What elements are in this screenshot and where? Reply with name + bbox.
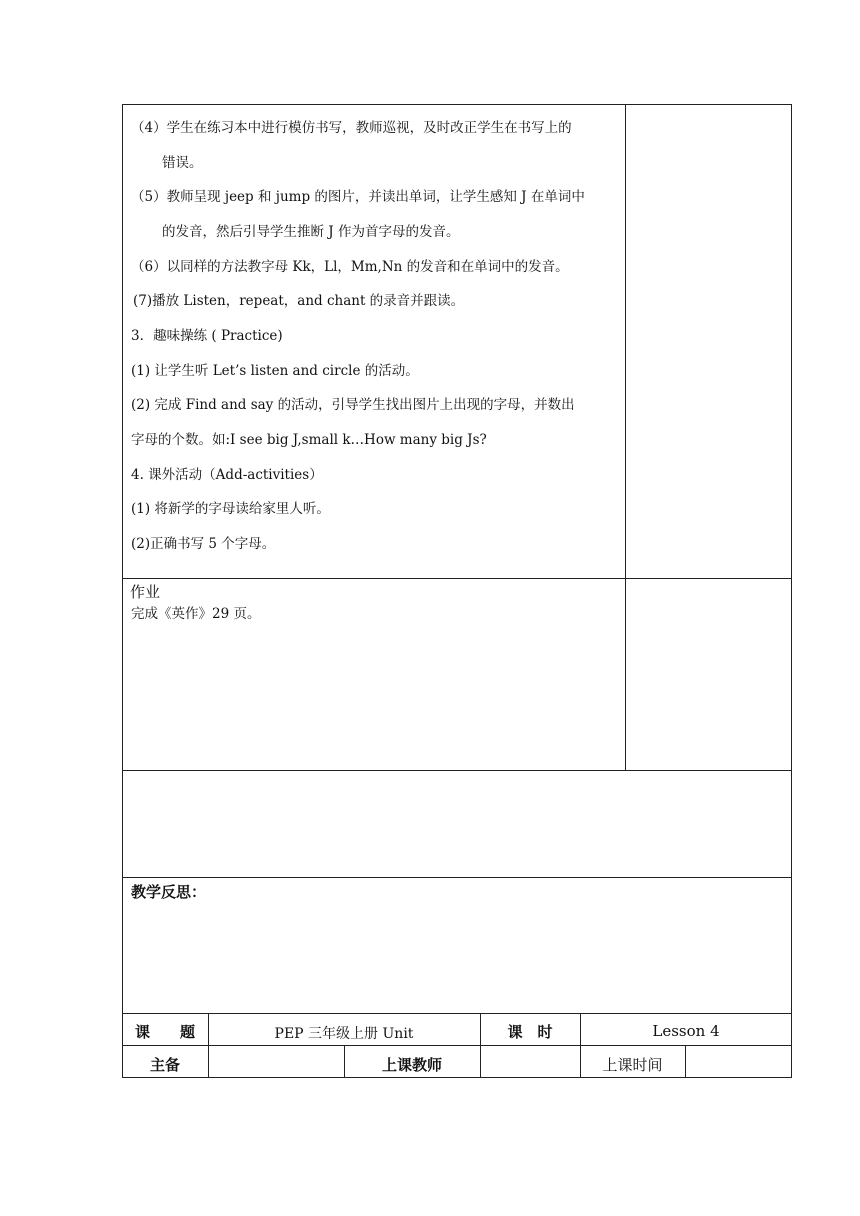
procedure-line: (2) 完成 Find and say 的活动，引导学生找出图片上出现的字母，并数出 xyxy=(131,397,575,413)
procedure-line: （5）教师呈现 jeep 和 jump 的图片，并读出单词，让学生感知 J 在单词中 xyxy=(131,189,585,205)
row-divider-blank xyxy=(122,877,792,878)
procedure-line: (7)播放 Listen，repeat，and chant 的录音并跟读。 xyxy=(133,293,465,309)
procedure-line: 3．趣味操练 ( Practice) xyxy=(131,328,283,344)
homework-heading: 作业 xyxy=(130,583,161,601)
procedure-line: （6）以同样的方法教字母 Kk，Ll，Mm,Nn 的发音和在单词中的发音。 xyxy=(131,259,569,275)
row-divider-procedure xyxy=(122,578,792,579)
lesson-table xyxy=(122,104,792,1078)
right-column-divider xyxy=(625,104,626,770)
reflection-heading: 教学反思： xyxy=(131,883,207,901)
row-divider-reflection xyxy=(122,1013,792,1014)
procedure-line: (2)正确书写 5 个字母。 xyxy=(131,536,276,552)
procedure-line: (1) 让学生听 Let’s listen and circle 的活动。 xyxy=(131,363,419,379)
procedure-line: (1) 将新学的字母读给家里人听。 xyxy=(131,501,330,517)
procedure-line: 字母的个数。如:I see big J,small k…How many big Js? xyxy=(131,432,487,448)
teacher-label: 上课教师 xyxy=(381,1056,442,1074)
row-divider-info xyxy=(122,1045,792,1046)
procedure-line: 错误。 xyxy=(162,155,203,171)
row-divider-homework xyxy=(122,770,792,771)
info-divider-5 xyxy=(685,1045,686,1078)
procedure-line: （4）学生在练习本中进行模仿书写，教师巡视，及时改正学生在书写上的 xyxy=(131,120,572,136)
time-label: 上课时间 xyxy=(602,1056,663,1074)
topic-label: 课 题 xyxy=(134,1023,195,1041)
procedure-line: 的发音，然后引导学生推断 J 作为首字母的发音。 xyxy=(162,224,460,240)
period-label: 课 时 xyxy=(507,1023,553,1041)
preparer-label: 主备 xyxy=(149,1056,180,1074)
period-value: Lesson 4 xyxy=(652,1022,720,1040)
procedure-line: 4. 课外活动（Add-activities） xyxy=(131,467,323,483)
homework-text: 完成《英作》29 页。 xyxy=(131,606,261,622)
topic-value: PEP 三年级上册 Unit xyxy=(274,1026,414,1042)
